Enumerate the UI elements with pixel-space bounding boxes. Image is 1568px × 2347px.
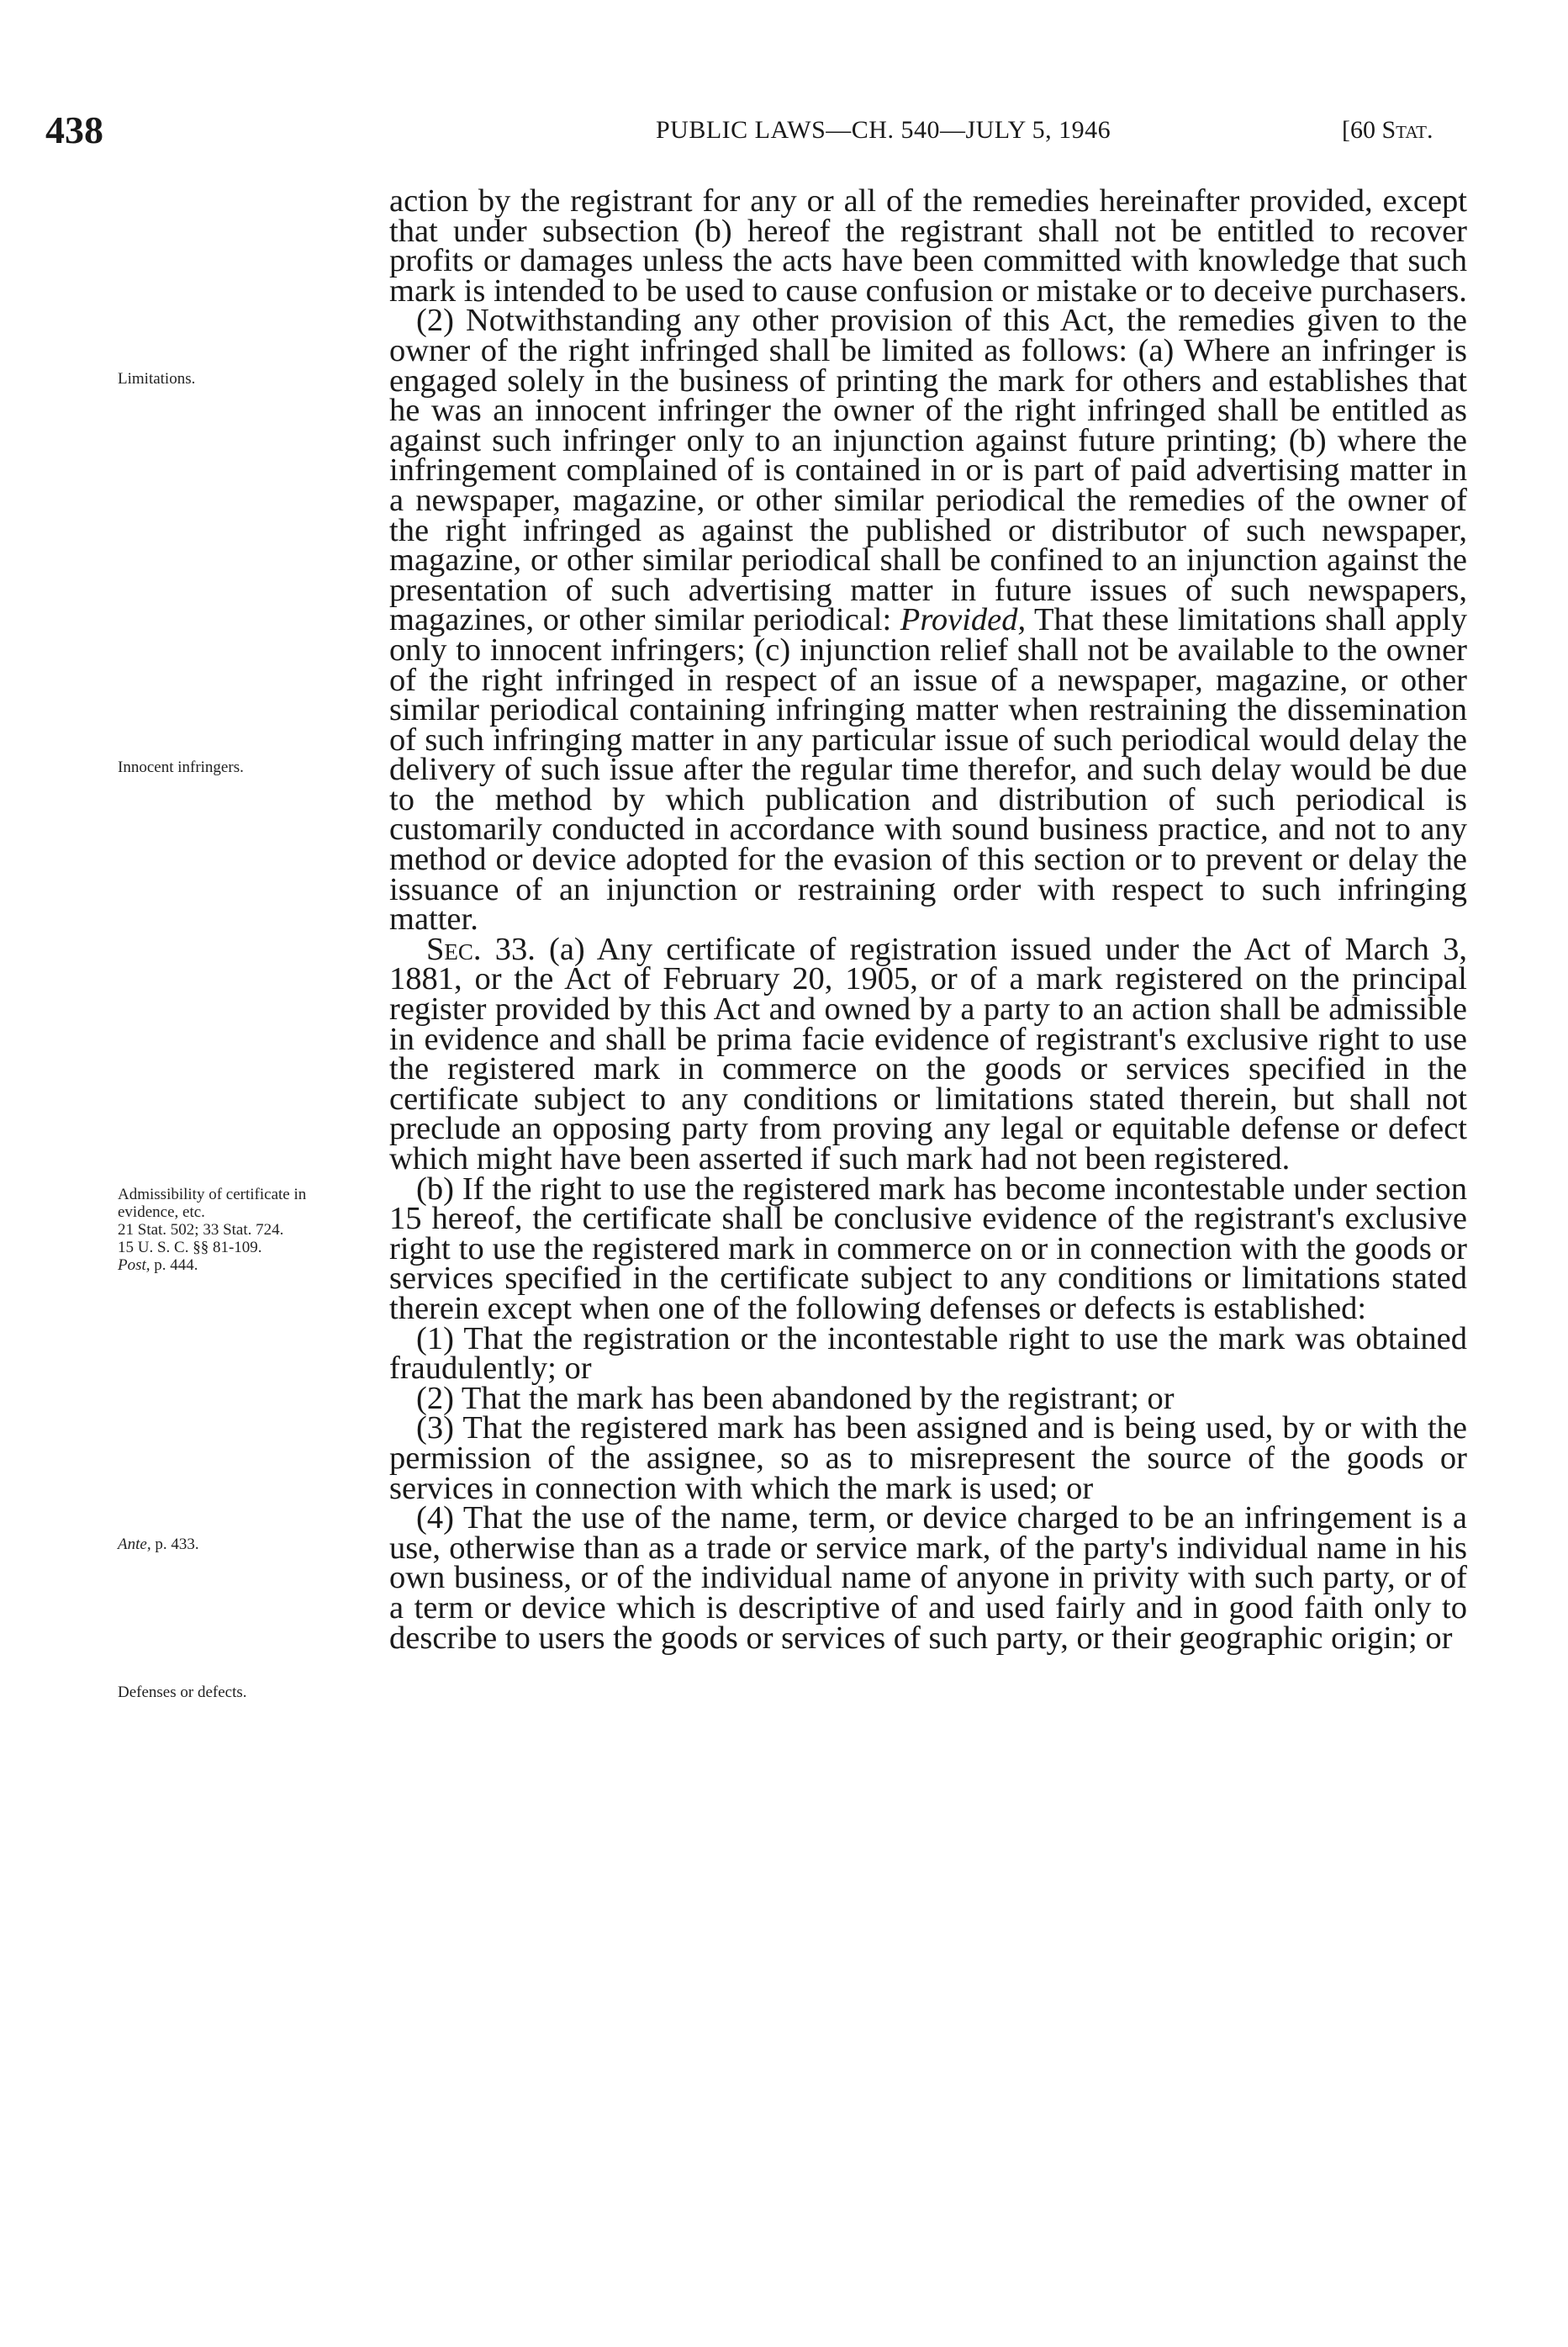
defense-item-1: (1) That the registration or the incontestable right to use the mark was obtained fraudulently; or: [389, 1320, 1467, 1387]
margin-note-post-ref: [118, 1256, 370, 1274]
margin-note-defenses: Defenses or defects.: [118, 1684, 247, 1701]
page-header: [0, 108, 1568, 158]
margin-note-admissibility: Admissibility of certificate in evidence, etc.: [118, 1186, 307, 1221]
limitations-text-a: (2) Notwithstanding any other provision of this Act, the remedies given to the owner of the right infringed shall be limited as follows: (a) Where an infringer is engaged solely in the business of printing the mark for others and establishes that he was an innocent infringer the owner of the right infringed shall be entitled as against such infringer only to an injunction against future printing; (b) where the infringement complained of is contained in or is part of paid advertising matter in a newspaper, magazine, or other similar periodical the remedies of the owner of the right infringed as against the published or distributor of such newspaper, magazine, or other similar periodical shall be confined to an injunction against the presentation of such advertising matter in future issues of such newspapers, magazines, or other similar periodical:: [389, 303, 1467, 638]
margin-note-limitations: Limitations.: [118, 370, 196, 388]
defense-item-4: (4) That the use of the name, term, or device charged to be an infringement is a use, otherwise than as a trade or service mark, of the party's individual name in his own business, or of the individual name of anyone in privity with such party, or of a term or device which is descriptive of and used fairly and in good faith only to describe to users the goods or services of such party, or their geographic origin; or: [389, 1500, 1467, 1656]
running-head: PUBLIC LAWS—CH. 540—JULY 5, 1946: [656, 116, 1111, 144]
margin-note-usc-ref: 15 U. S. C. §§ 81-109.: [118, 1239, 262, 1256]
page-number: 438: [45, 108, 103, 151]
volume-reference: [1342, 116, 1433, 145]
volume-prefix: [60: [1342, 116, 1382, 144]
margin-note-stat-ref: 21 Stat. 502; 33 Stat. 724.: [118, 1221, 284, 1239]
paragraph-sec-33a: [389, 931, 1467, 1176]
defense-item-2: (2) That the mark has been abandoned by the registrant; or: [416, 1380, 1175, 1416]
ante-page: p. 433.: [150, 1536, 199, 1553]
sec-label: Sec.: [426, 931, 482, 967]
sec-33a-text: 33. (a) Any certificate of registration issued under the Act of March 3, 1881, or the Act of February 20, 1905, or of a mark registered on the principal register provided by this Act and owned by a party to an action shall be admissible in evidence and shall be prima facie evidence of registrant's exclusive right to use the registered mark in commerce on the goods or services specified in the certificate subject to any conditions or limitations stated therein, but shall not preclude an opposing party from proving any legal or equitable defense or defect which might have been asserted if such mark had not been registered.: [389, 931, 1467, 1176]
limitations-text-b: That these limitations shall apply only to innocent infringers; (c) injunction relief shall not be available to the owner of the right infringed in respect of an issue of a newspaper, magazine, or other similar periodical containing infringing matter when restraining the dissemination of such infringing matter in any particular issue of such periodical would delay the delivery of such issue after the regular time therefor, and such delay would be due to the method by which publication and distribution of such periodical is customarily conducted in accordance with sound business practice, and not to any method or device adopted for the evasion of this section or to prevent or delay the issuance of an injunction or restraining order with respect to such infringing matter.: [389, 602, 1467, 938]
ante-label: Ante,: [118, 1536, 151, 1553]
defense-item-3: (3) That the registered mark has been assigned and is being used, by or with the permission of the assignee, so as to misrepresent the source of the goods or services in connection with which the mark is used; or: [389, 1410, 1467, 1506]
post-page: p. 444.: [150, 1256, 198, 1274]
body-text: [389, 183, 1467, 1656]
post-label: Post,: [118, 1256, 150, 1274]
margin-note-ante: [118, 1536, 370, 1553]
margin-note-admissibility-group: [118, 1186, 370, 1274]
provided-term: Provided,: [900, 602, 1027, 638]
margin-note-innocent-infringers: Innocent infringers.: [118, 759, 244, 776]
paragraph-continuation: action by the registrant for any or all of the remedies hereinafter provided, except that under subsection (b) hereof the registrant shall not be entitled to recover profits or damages unless the acts have been committed with knowledge that such mark is intended to be used to cause confusion or mistake or to deceive purchasers.: [389, 183, 1467, 309]
volume-abbrev: Stat.: [1381, 116, 1433, 144]
paragraph-sec-33b: (b) If the right to use the registered mark has become incontestable under section 15 hereof, the certificate shall be conclusive evidence of the registrant's exclusive right to use the registered mark in commerce on or in connection with the goods or services specified in the certificate subject to any conditions or limitations stated therein except when one of the following defenses or defects is established:: [389, 1171, 1467, 1326]
paragraph-limitations: [389, 303, 1467, 938]
